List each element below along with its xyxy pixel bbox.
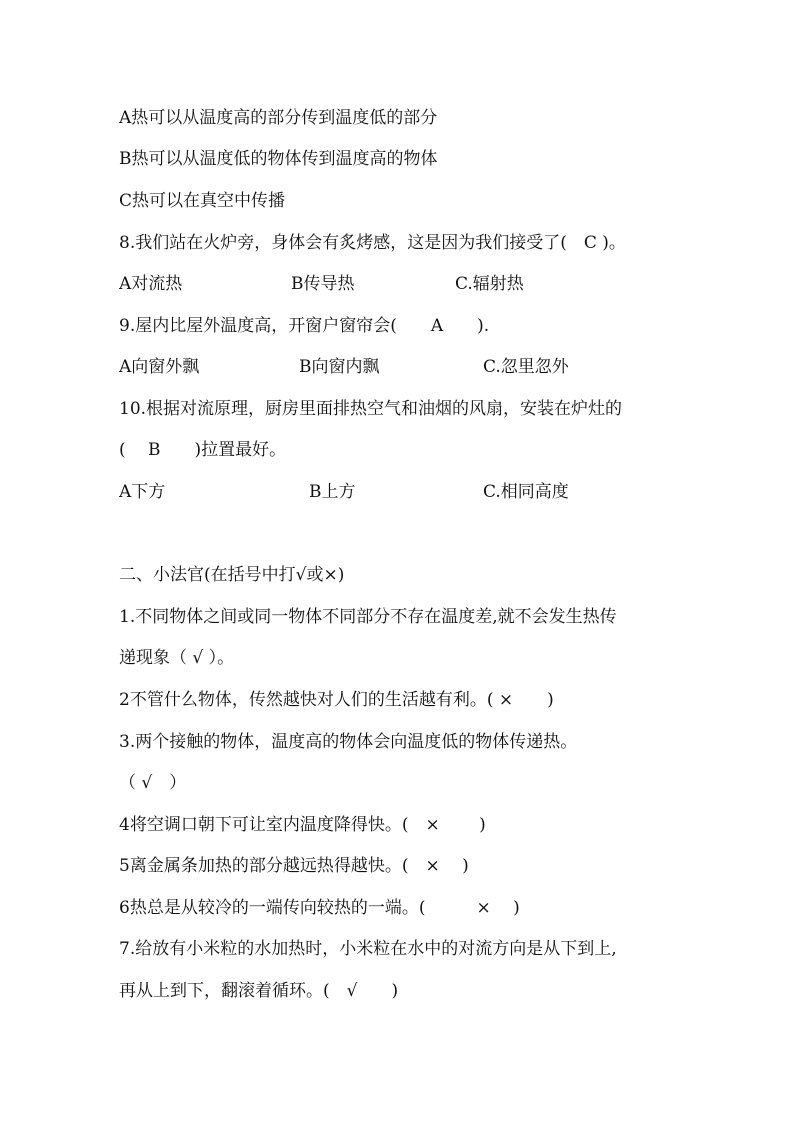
judge-item-1-line-1: 1.不同物体之间或同一物体不同部分不存在温度差,就不会发生热传 — [119, 607, 617, 627]
q9-option-c: C.忽里忽外 — [483, 357, 569, 377]
judge-item-3-line-1: 3.两个接触的物体，温度高的物体会向温度低的物体传递热。 — [119, 732, 578, 752]
q8-stem: 8.我们站在火炉旁，身体会有炙烤感，这是因为我们接受了( C )。 — [119, 233, 626, 253]
q7-option-b: B热可以从温度低的物体传到温度高的物体 — [119, 149, 438, 169]
q8-option-b: B传导热 — [291, 274, 355, 294]
judge-item-6: 6热总是从较冷的一端传向较热的一端。( × ) — [119, 898, 520, 918]
q10-option-b: B上方 — [309, 482, 356, 502]
q7-option-a: A热可以从温度高的部分传到温度低的部分 — [119, 108, 438, 128]
q8-option-c: C.辐射热 — [455, 274, 524, 294]
q9-option-a: A向窗外飘 — [119, 357, 200, 377]
q9-option-b: B向窗内飘 — [299, 357, 380, 377]
judge-item-5: 5离金属条加热的部分越远热得越快。( × ) — [119, 856, 469, 876]
judge-item-7-line-1: 7.给放有小米粒的水加热时，小米粒在水中的对流方向是从下到上, — [119, 939, 617, 959]
q7-option-c: C热可以在真空中传播 — [119, 191, 286, 211]
q10-stem-line-2: ( B )拉置最好。 — [119, 440, 287, 460]
q10-option-c: C.相同高度 — [483, 482, 569, 502]
judge-item-1-line-2: 递现象（ √ ）。 — [119, 648, 235, 668]
q9-stem: 9.屋内比屋外温度高，开窗户窗帘会( A ). — [119, 316, 490, 336]
q10-stem-line-1: 10.根据对流原理，厨房里面排热空气和油烟的风扇，安装在炉灶的 — [119, 399, 623, 419]
judge-item-4: 4将空调口朝下可让室内温度降得快。( × ) — [119, 815, 486, 835]
judge-item-7-line-2: 再从上到下，翻滚着循环。( √ ) — [119, 981, 399, 1001]
q8-option-a: A对流热 — [119, 274, 183, 294]
judge-item-3-line-2: （ √ ） — [119, 773, 187, 793]
q10-option-a: A下方 — [119, 482, 166, 502]
judge-item-2: 2不管什么物体，传然越快对人们的生活越有利。( × ) — [119, 690, 554, 710]
section-2-heading: 二、小法官(在括号中打√或×) — [119, 565, 345, 585]
